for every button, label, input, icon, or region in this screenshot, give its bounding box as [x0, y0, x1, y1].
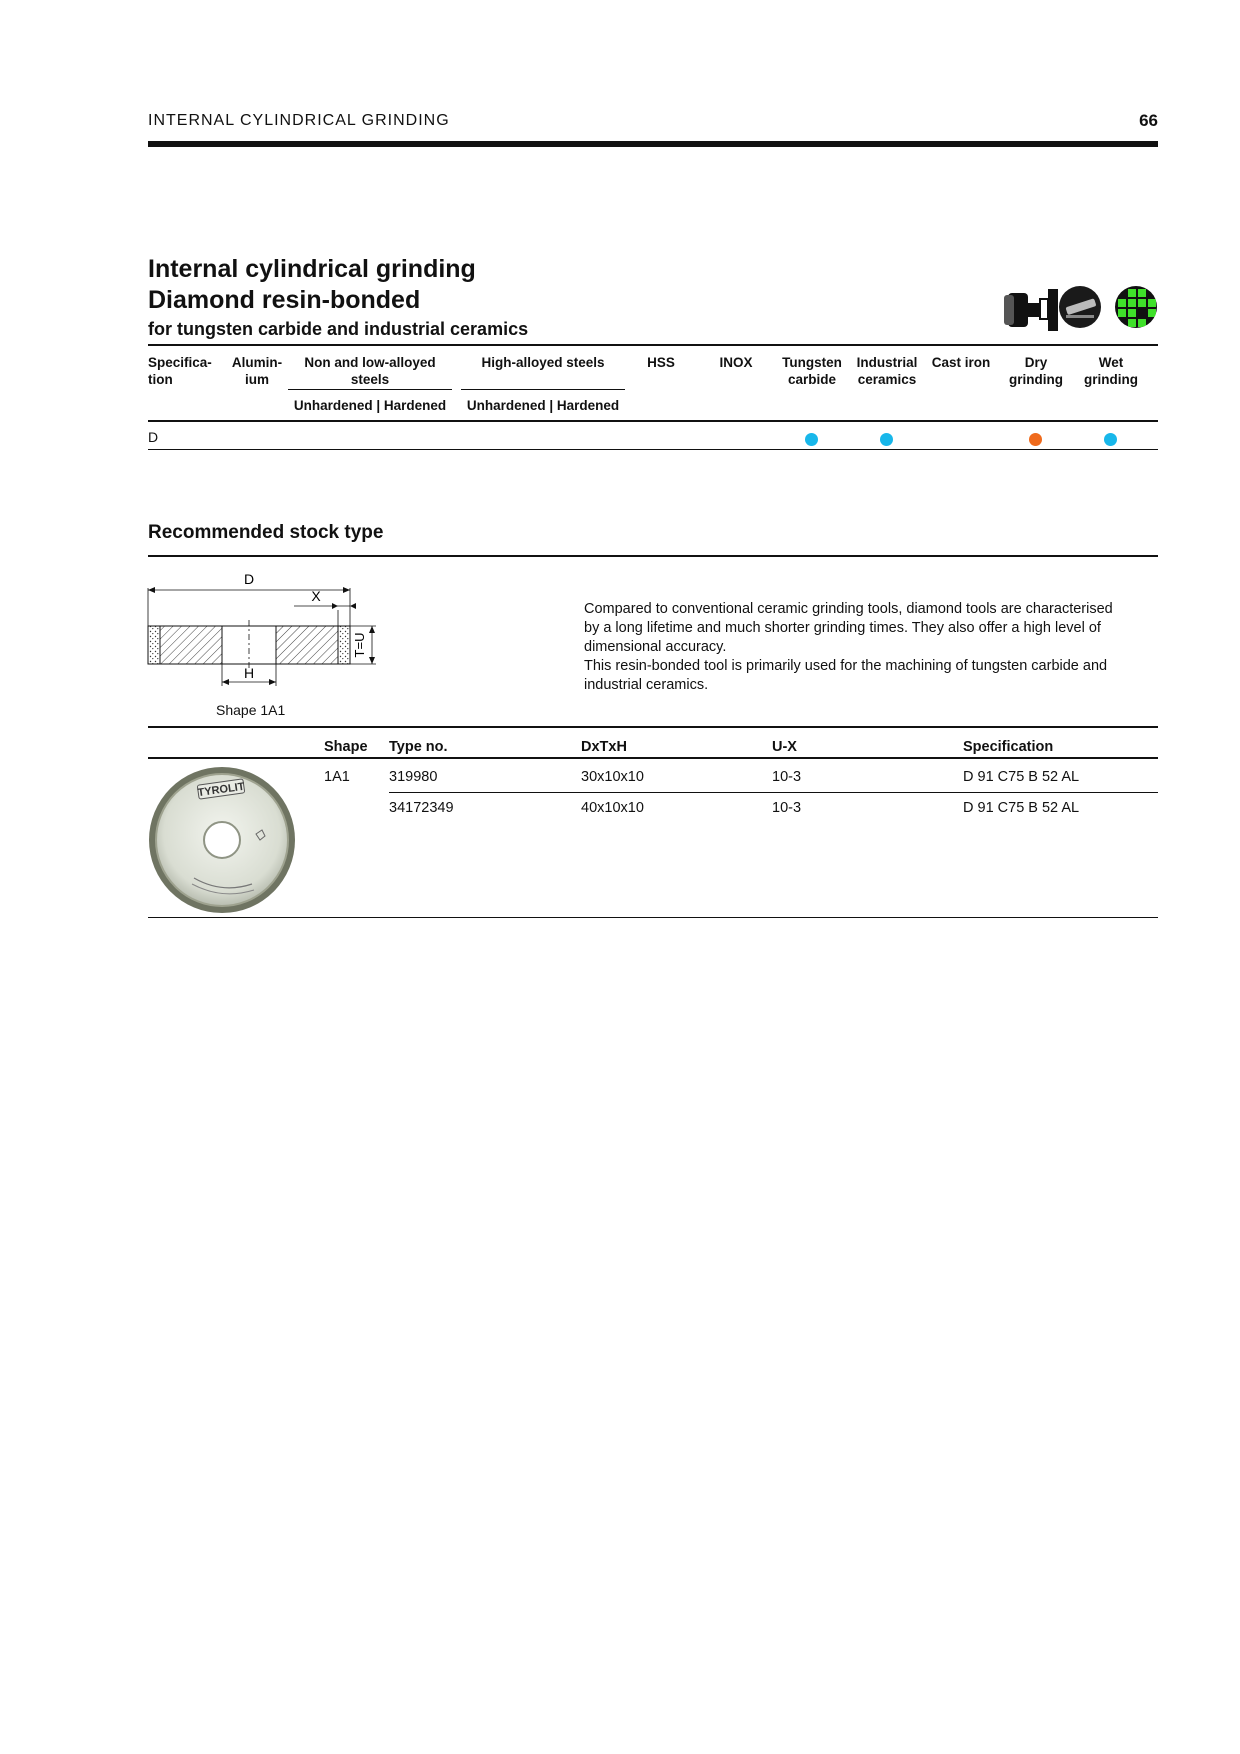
wheel-brand-logo: TYROLIT: [197, 780, 246, 800]
internal-grinding-tool-icon: [1002, 285, 1046, 329]
subheader-rule-highalloy: [461, 389, 625, 390]
row2-ux: 10-3: [772, 800, 802, 816]
col-hss: HSS: [647, 355, 675, 370]
dim-label-tu: T=U: [352, 632, 367, 658]
row1-type-no: 319980: [389, 769, 438, 785]
row2-type-no: 34172349: [389, 800, 454, 816]
subheader-nonalloy: Unhardened | Hardened: [293, 398, 447, 413]
dim-label-d: D: [243, 571, 255, 587]
col-head-type-no: Type no.: [389, 739, 448, 755]
shape-1a1-diagram: [144, 570, 394, 692]
page-number: 66: [1139, 111, 1158, 130]
dot-industrial-ceramics: [880, 433, 893, 446]
row1-shape: 1A1: [324, 769, 350, 785]
dot-dry-grinding: [1029, 433, 1042, 446]
col-cast-iron: Cast iron: [931, 355, 991, 370]
table-bottom-rule: [148, 449, 1158, 450]
col-aluminium: Alumin- ium: [231, 355, 283, 387]
header-rule: [148, 141, 1158, 147]
product-description: Compared to conventional ceramic grinding tools, diamond tools are characterised by a long lifetime and much shorter grinding times. They also offer a high level of dimensional accuracy. This resin-bonded tool is primarily used for the machining of tungsten carbide and industrial ceramics.: [584, 601, 1113, 693]
dot-tungsten-carbide: [805, 433, 818, 446]
product-table-bottom-rule: [148, 917, 1158, 918]
col-dry-grinding: Dry grinding: [1009, 355, 1063, 387]
spec-cell-d: D: [148, 429, 159, 445]
dot-wet-grinding: [1104, 433, 1117, 446]
col-head-dxtxh: DxTxH: [581, 739, 627, 755]
running-header-title: INTERNAL CYLINDRICAL GRINDING: [148, 112, 450, 129]
col-specification: Specifica- tion: [148, 355, 212, 387]
product-wheel-photo: [148, 766, 296, 914]
subheader-highalloy: Unhardened | Hardened: [466, 398, 620, 413]
col-inox: INOX: [719, 355, 753, 370]
page-title-line2: Diamond resin-bonded: [148, 286, 421, 314]
green-grid-wet-grinding-icon: [1114, 285, 1158, 329]
table-top-rule: [148, 344, 1158, 346]
row1-ux: 10-3: [772, 769, 802, 785]
section-heading-stock: Recommended stock type: [148, 522, 384, 543]
row2-dxtxh: 40x10x10: [581, 800, 644, 816]
dim-label-h: H: [243, 665, 255, 681]
page-title: Internal cylindrical grinding: [148, 255, 476, 283]
row2-specification: D 91 C75 B 52 AL: [963, 800, 1080, 816]
stock-heading-rule: [148, 555, 1158, 557]
table-header-bottom-rule: [148, 420, 1158, 422]
application-icons: [1002, 285, 1158, 329]
product-table-header-rule: [148, 757, 1158, 759]
col-head-specification: Specification: [963, 739, 1054, 755]
dim-label-x: X: [311, 588, 321, 604]
product-table-top-rule: [148, 726, 1158, 728]
col-non-low-alloyed: Non and low-alloyed steels: [304, 355, 436, 387]
col-tungsten-carbide: Tungsten carbide: [782, 355, 842, 387]
col-industrial-ceramics: Industrial ceramics: [856, 355, 918, 387]
col-head-shape: Shape: [324, 739, 368, 755]
grinding-machine-icon: [1058, 285, 1102, 329]
col-head-ux: U-X: [772, 739, 797, 755]
row1-specification: D 91 C75 B 52 AL: [963, 769, 1080, 785]
col-wet-grinding: Wet grinding: [1084, 355, 1138, 387]
row1-dxtxh: 30x10x10: [581, 769, 644, 785]
row-divider: [389, 792, 1158, 793]
shape-caption: Shape 1A1: [216, 702, 286, 718]
subheader-rule-nonalloy: [288, 389, 452, 390]
col-high-alloyed: High-alloyed steels: [481, 355, 605, 370]
page-subtitle: for tungsten carbide and industrial ceramics: [148, 319, 529, 339]
